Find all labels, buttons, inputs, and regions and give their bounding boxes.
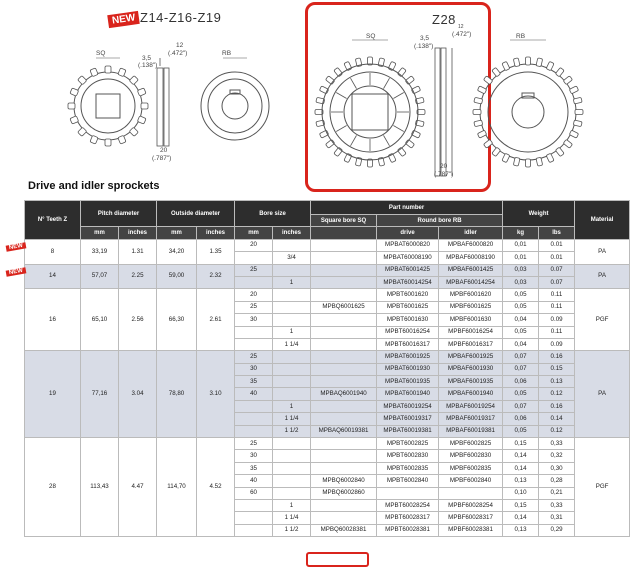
cell-bore-mm: 30 <box>235 450 273 462</box>
left-dim-12: 12 <box>176 42 184 49</box>
cell-weight-lbs: 0.11 <box>539 301 575 313</box>
cell-weight-kg: 0,05 <box>503 326 539 338</box>
cell-part-sq <box>311 363 377 375</box>
cell-part-drive: MPBT60016254 <box>377 326 439 338</box>
cell-bore-in: 1 1/4 <box>273 338 311 350</box>
cell-part-drive: MPBT6002835 <box>377 462 439 474</box>
cell-weight-kg: 0,06 <box>503 376 539 388</box>
cell-weight-lbs: 0,21 <box>539 487 575 499</box>
cell-weight-kg: 0,13 <box>503 475 539 487</box>
cell-weight-lbs: 0.12 <box>539 425 575 437</box>
cell-bore-in: 1 1/4 <box>273 413 311 425</box>
cell-part-idler: MPBF6001630 <box>439 314 503 326</box>
header-rb: Round bore RB <box>377 215 503 227</box>
cell-part-drive: MPBAT6001935 <box>377 376 439 388</box>
new-tag-z8: NEW <box>6 242 27 251</box>
cell-outside-mm: 78,80 <box>157 351 197 438</box>
cell-part-drive: MPBT6002840 <box>377 475 439 487</box>
cell-bore-in: 1 1/2 <box>273 425 311 437</box>
cell-weight-kg: 0,15 <box>503 438 539 450</box>
cell-material: PGF <box>575 438 630 537</box>
cell-weight-lbs: 0,31 <box>539 512 575 524</box>
cell-weight-lbs: 0,28 <box>539 475 575 487</box>
new-badge-top: NEW <box>108 9 139 27</box>
cell-part-idler: MPBF60028381 <box>439 524 503 536</box>
cell-part-idler: MPBAF6000820 <box>439 239 503 251</box>
table-row <box>25 264 630 276</box>
cell-part-idler: MPBAF6001935 <box>439 376 503 388</box>
cell-part-sq <box>311 438 377 450</box>
cell-weight-lbs: 0.01 <box>539 252 575 264</box>
cell-weight-lbs: 0,32 <box>539 450 575 462</box>
cell-weight-lbs: 0.15 <box>539 363 575 375</box>
cell-bore-mm: 25 <box>235 351 273 363</box>
cell-part-drive: MPBT6001625 <box>377 301 439 313</box>
cell-part-sq <box>311 413 377 425</box>
cell-part-sq <box>311 338 377 350</box>
left-dim-12in: (.472") <box>168 50 188 57</box>
cell-bore-in <box>273 289 311 301</box>
z28-dim-tiny: 12 <box>458 24 464 30</box>
cell-bore-mm <box>235 338 273 350</box>
cell-pitch-in: 2.25 <box>119 264 157 289</box>
header-material: Material <box>575 201 630 240</box>
cell-weight-kg: 0,03 <box>503 276 539 288</box>
cell-bore-mm: 30 <box>235 314 273 326</box>
new-tag-z14: NEW <box>6 267 27 276</box>
header-drive: drive <box>377 227 439 239</box>
cell-weight-lbs: 0.11 <box>539 326 575 338</box>
cell-bore-mm <box>235 425 273 437</box>
cell-bore-in <box>273 450 311 462</box>
cell-teeth: 19 <box>25 351 81 438</box>
cell-bore-in <box>273 376 311 388</box>
cell-outside-in: 1.35 <box>197 239 235 264</box>
cell-part-sq <box>311 376 377 388</box>
header-pitch-in: inches <box>119 227 157 239</box>
cell-bore-in: 1 <box>273 276 311 288</box>
table-row <box>25 239 630 251</box>
header-outside: Outside diameter <box>157 201 235 227</box>
cell-weight-kg: 0,01 <box>503 239 539 251</box>
cell-weight-lbs: 0.09 <box>539 314 575 326</box>
cell-part-drive <box>377 487 439 499</box>
cell-pitch-mm: 113,43 <box>81 438 119 537</box>
cell-part-drive: MPBAT60019254 <box>377 400 439 412</box>
cell-part-sq <box>311 450 377 462</box>
cell-part-idler: MPBF60016317 <box>439 338 503 350</box>
cell-pitch-mm: 33,19 <box>81 239 119 264</box>
cell-bore-mm: 60 <box>235 487 273 499</box>
cell-part-sq: MPBAQ60019381 <box>311 425 377 437</box>
cell-weight-kg: 0,03 <box>503 264 539 276</box>
cell-part-sq <box>311 314 377 326</box>
header-lbs: lbs <box>539 227 575 239</box>
cell-outside-in: 3.10 <box>197 351 235 438</box>
cell-weight-lbs: 0.07 <box>539 264 575 276</box>
highlight-mpbq60028381 <box>306 552 369 567</box>
cell-weight-kg: 0,13 <box>503 524 539 536</box>
cell-part-idler: MPBF60016254 <box>439 326 503 338</box>
cell-pitch-in: 3.04 <box>119 351 157 438</box>
header-sq: Square bore SQ <box>311 215 377 227</box>
cell-part-sq <box>311 512 377 524</box>
cell-bore-in <box>273 438 311 450</box>
cell-bore-in <box>273 301 311 313</box>
z28-sprocket-drawing <box>310 30 633 190</box>
cell-part-drive: MPBAT6000820 <box>377 239 439 251</box>
cell-weight-lbs: 0.07 <box>539 276 575 288</box>
cell-part-drive: MPBAT60008190 <box>377 252 439 264</box>
cell-part-sq: MPBAQ6001940 <box>311 388 377 400</box>
right-drawing-title: Z28 <box>432 12 456 27</box>
cell-outside-in: 4.52 <box>197 438 235 537</box>
cell-weight-kg: 0,05 <box>503 289 539 301</box>
cell-weight-kg: 0,10 <box>503 487 539 499</box>
cell-weight-kg: 0,14 <box>503 462 539 474</box>
cell-weight-kg: 0,14 <box>503 450 539 462</box>
cell-bore-in: 1 1/2 <box>273 524 311 536</box>
cell-part-idler: MPBAF6001925 <box>439 351 503 363</box>
sprocket-spec-table <box>24 200 630 537</box>
left-dim-20in: (.787") <box>152 155 172 162</box>
cell-material: PA <box>575 351 630 438</box>
cell-weight-kg: 0,05 <box>503 425 539 437</box>
cell-part-idler: MPBAF6001940 <box>439 388 503 400</box>
cell-part-sq <box>311 252 377 264</box>
cell-part-sq <box>311 289 377 301</box>
z28-dim-sq: SQ <box>366 33 376 40</box>
cell-outside-mm: 59,00 <box>157 264 197 289</box>
cell-bore-in <box>273 475 311 487</box>
cell-bore-mm <box>235 512 273 524</box>
cell-bore-in: 1 <box>273 499 311 511</box>
left-drawing-title: Z14-Z16-Z19 <box>140 10 222 25</box>
cell-weight-lbs: 0,29 <box>539 524 575 536</box>
table-row <box>25 438 630 450</box>
header-weight: Weight <box>503 201 575 227</box>
cell-teeth: 14 <box>25 264 81 289</box>
cell-part-drive: MPBT6001620 <box>377 289 439 301</box>
cell-weight-kg: 0,07 <box>503 400 539 412</box>
header-pitch-mm: mm <box>81 227 119 239</box>
cell-part-sq <box>311 462 377 474</box>
cell-part-idler: MPBAF60019317 <box>439 413 503 425</box>
cell-weight-kg: 0,04 <box>503 338 539 350</box>
cell-bore-in <box>273 363 311 375</box>
z28-dim-20: 20 <box>440 163 448 170</box>
header-teeth: N° Teeth Z <box>25 201 81 240</box>
header-sq-blank <box>311 227 377 239</box>
cell-part-drive: MPBAT60019381 <box>377 425 439 437</box>
cell-weight-lbs: 0.16 <box>539 400 575 412</box>
cell-bore-in <box>273 239 311 251</box>
cell-bore-in <box>273 351 311 363</box>
header-part: Part number <box>311 201 503 215</box>
cell-bore-mm: 30 <box>235 363 273 375</box>
cell-bore-in <box>273 388 311 400</box>
cell-part-idler: MPBAF6001930 <box>439 363 503 375</box>
cell-material: PA <box>575 239 630 264</box>
cell-part-drive: MPBAT60019317 <box>377 413 439 425</box>
cell-pitch-in: 4.47 <box>119 438 157 537</box>
cell-part-drive: MPBT6001630 <box>377 314 439 326</box>
cell-material: PA <box>575 264 630 289</box>
cell-part-drive: MPBT60028317 <box>377 512 439 524</box>
cell-bore-mm <box>235 413 273 425</box>
cell-weight-kg: 0,04 <box>503 314 539 326</box>
cell-bore-mm: 35 <box>235 376 273 388</box>
cell-weight-kg: 0,05 <box>503 388 539 400</box>
cell-part-sq <box>311 326 377 338</box>
cell-bore-in: 1 1/4 <box>273 512 311 524</box>
cell-bore-mm: 40 <box>235 475 273 487</box>
left-dim-rb: RB <box>222 50 232 57</box>
cell-teeth: 28 <box>25 438 81 537</box>
cell-part-idler: MPBF60028317 <box>439 512 503 524</box>
cell-bore-mm: 25 <box>235 301 273 313</box>
cell-bore-mm <box>235 326 273 338</box>
cell-weight-lbs: 0.09 <box>539 338 575 350</box>
cell-outside-in: 2.61 <box>197 289 235 351</box>
cell-weight-lbs: 0,33 <box>539 438 575 450</box>
cell-weight-kg: 0,06 <box>503 413 539 425</box>
z28-dim-35in: (.138") <box>414 43 434 50</box>
cell-part-drive: MPBT60028381 <box>377 524 439 536</box>
cell-part-sq: MPBQ6002860 <box>311 487 377 499</box>
cell-pitch-in: 2.56 <box>119 289 157 351</box>
cell-weight-kg: 0,01 <box>503 252 539 264</box>
cell-weight-kg: 0,14 <box>503 512 539 524</box>
header-kg: kg <box>503 227 539 239</box>
left-dim-35in: (.138") <box>138 62 158 69</box>
cell-part-idler: MPBF6001620 <box>439 289 503 301</box>
cell-bore-mm: 25 <box>235 438 273 450</box>
cell-part-drive: MPBT60016317 <box>377 338 439 350</box>
cell-weight-lbs: 0.11 <box>539 289 575 301</box>
cell-part-idler: MPBAF6001425 <box>439 264 503 276</box>
cell-part-sq <box>311 264 377 276</box>
cell-part-idler: MPBAF60019381 <box>439 425 503 437</box>
cell-weight-lbs: 0.12 <box>539 388 575 400</box>
cell-part-idler: MPBF6001625 <box>439 301 503 313</box>
header-bore-in: inches <box>273 227 311 239</box>
cell-part-idler: MPBF6002840 <box>439 475 503 487</box>
cell-part-sq <box>311 499 377 511</box>
z28-dim-12in: (.472") <box>452 31 472 38</box>
cell-weight-lbs: 0.14 <box>539 413 575 425</box>
cell-bore-mm <box>235 276 273 288</box>
cell-teeth: 8 <box>25 239 81 264</box>
cell-part-drive: MPBAT6001930 <box>377 363 439 375</box>
cell-part-sq: MPBQ6001625 <box>311 301 377 313</box>
cell-part-sq: MPBQ60028381 <box>311 524 377 536</box>
cell-weight-lbs: 0,30 <box>539 462 575 474</box>
cell-part-drive: MPBT6002825 <box>377 438 439 450</box>
cell-part-sq <box>311 400 377 412</box>
cell-bore-in <box>273 264 311 276</box>
header-idler: idler <box>439 227 503 239</box>
header-outside-in: inches <box>197 227 235 239</box>
cell-pitch-in: 1.31 <box>119 239 157 264</box>
cell-teeth: 16 <box>25 289 81 351</box>
cell-part-drive: MPBT6002830 <box>377 450 439 462</box>
cell-part-idler: MPBF6002835 <box>439 462 503 474</box>
header-bore: Bore size <box>235 201 311 227</box>
cell-pitch-mm: 65,10 <box>81 289 119 351</box>
left-dim-20: 20 <box>160 147 168 154</box>
cell-weight-lbs: 0,33 <box>539 499 575 511</box>
cell-bore-mm <box>235 252 273 264</box>
cell-bore-in: 3/4 <box>273 252 311 264</box>
header-bore-mm: mm <box>235 227 273 239</box>
cell-bore-in <box>273 462 311 474</box>
cell-part-sq <box>311 276 377 288</box>
cell-weight-lbs: 0.01 <box>539 239 575 251</box>
cell-material: PGF <box>575 289 630 351</box>
cell-part-idler: MPBF6002830 <box>439 450 503 462</box>
cell-weight-lbs: 0.13 <box>539 376 575 388</box>
cell-pitch-mm: 77,16 <box>81 351 119 438</box>
cell-part-idler: MPBAF60019254 <box>439 400 503 412</box>
cell-bore-mm <box>235 499 273 511</box>
cell-bore-mm: 20 <box>235 289 273 301</box>
cell-outside-mm: 114,70 <box>157 438 197 537</box>
left-dim-sq: SQ <box>96 50 106 57</box>
section-title: Drive and idler sprockets <box>28 180 160 192</box>
cell-weight-lbs: 0.16 <box>539 351 575 363</box>
cell-bore-in <box>273 314 311 326</box>
cell-part-sq <box>311 351 377 363</box>
header-outside-mm: mm <box>157 227 197 239</box>
cell-part-idler: MPBAF60008190 <box>439 252 503 264</box>
cell-bore-mm <box>235 524 273 536</box>
cell-weight-kg: 0,07 <box>503 351 539 363</box>
cell-bore-in <box>273 487 311 499</box>
side-view <box>157 58 169 146</box>
cell-weight-kg: 0,07 <box>503 363 539 375</box>
cell-part-idler: MPBAF60014254 <box>439 276 503 288</box>
cell-part-drive: MPBAT6001940 <box>377 388 439 400</box>
cell-bore-mm: 20 <box>235 239 273 251</box>
cell-part-sq: MPBQ6002840 <box>311 475 377 487</box>
z28-dim-rb: RB <box>516 33 526 40</box>
cell-bore-in: 1 <box>273 326 311 338</box>
cell-part-idler: MPBF60028254 <box>439 499 503 511</box>
left-sprocket-drawing <box>60 38 280 168</box>
cell-bore-mm: 40 <box>235 388 273 400</box>
header-pitch: Pitch diameter <box>81 201 157 227</box>
z28-dim-20in: (.787") <box>434 171 454 178</box>
cell-part-drive: MPBAT6001425 <box>377 264 439 276</box>
cell-part-sq <box>311 239 377 251</box>
cell-part-idler <box>439 487 503 499</box>
table-row <box>25 289 630 301</box>
cell-part-drive: MPBT60028254 <box>377 499 439 511</box>
left-dim-35: 3,5 <box>142 55 152 62</box>
cell-weight-kg: 0,15 <box>503 499 539 511</box>
table-row <box>25 351 630 363</box>
sprocket-rb-front <box>201 72 269 140</box>
cell-bore-mm: 25 <box>235 264 273 276</box>
cell-outside-in: 2.32 <box>197 264 235 289</box>
z28-dim-35: 3,5 <box>420 35 430 42</box>
cell-part-drive: MPBAT6001925 <box>377 351 439 363</box>
cell-bore-in: 1 <box>273 400 311 412</box>
cell-part-drive: MPBAT60014254 <box>377 276 439 288</box>
cell-pitch-mm: 57,07 <box>81 264 119 289</box>
cell-bore-mm <box>235 400 273 412</box>
cell-outside-mm: 66,30 <box>157 289 197 351</box>
cell-bore-mm: 35 <box>235 462 273 474</box>
cell-outside-mm: 34,20 <box>157 239 197 264</box>
cell-part-idler: MPBF6002825 <box>439 438 503 450</box>
cell-weight-kg: 0,05 <box>503 301 539 313</box>
